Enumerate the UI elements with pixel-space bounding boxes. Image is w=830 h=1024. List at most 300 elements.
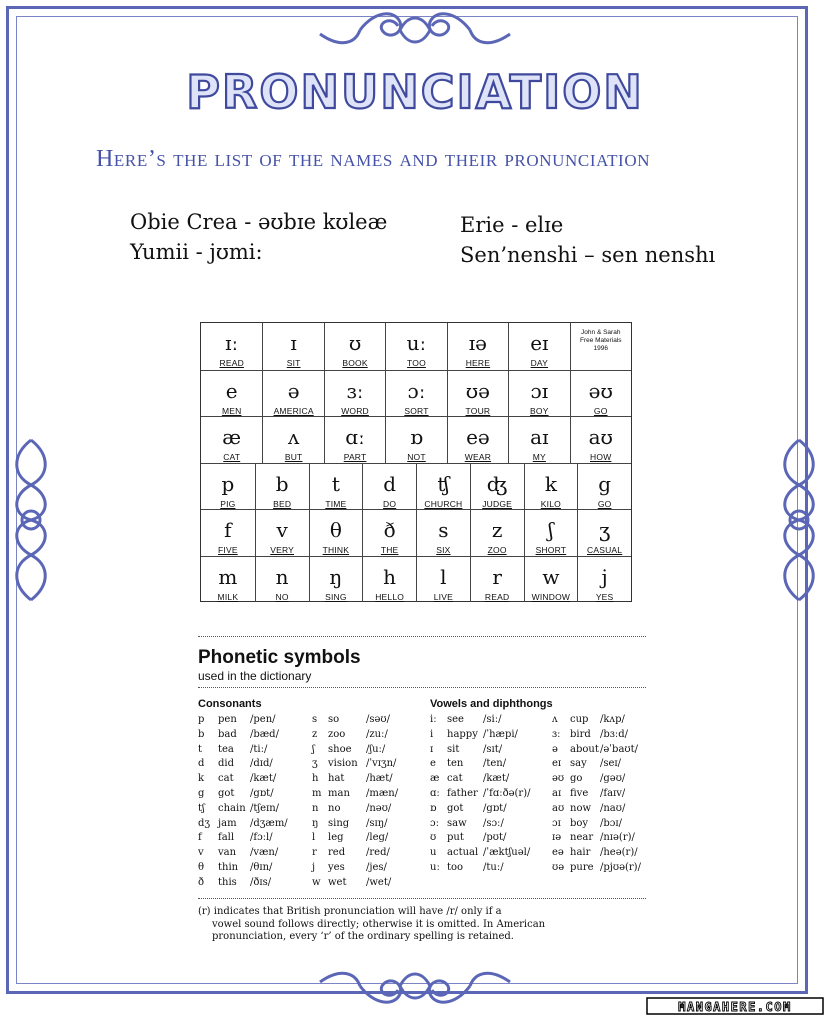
ipa-chart-cell: [201, 557, 255, 603]
transcription: /fɔːl/: [250, 832, 273, 844]
ipa-example-word: NOT: [407, 452, 426, 462]
example-word: pen: [218, 714, 237, 725]
ipa-symbol: h: [383, 564, 397, 589]
phonetic-symbol: ɪ: [430, 743, 434, 755]
watermark-text: MANGAHERE.COM: [678, 1000, 792, 1014]
phonetic-symbol: j: [312, 861, 316, 873]
phonetic-entry: [312, 862, 422, 877]
example-word: van: [218, 847, 237, 859]
phonetic-symbol: z: [312, 728, 318, 740]
name-yumii: Yumii - jʊmi:: [130, 240, 263, 264]
ipa-symbol: ʊə: [465, 378, 491, 403]
example-word: man: [328, 787, 350, 799]
example-word: now: [570, 802, 592, 814]
transcription: /tuː/: [483, 861, 504, 873]
phonetic-entry: [198, 818, 308, 833]
phonetic-symbol: ə: [552, 743, 558, 755]
example-word: got: [218, 787, 235, 799]
credit-line: 1996: [593, 345, 608, 352]
example-word: father: [447, 787, 478, 799]
phonetic-entry: [430, 862, 548, 877]
ipa-chart-cell: [262, 323, 323, 370]
ipa-symbol: f: [224, 518, 232, 542]
phonetic-entry: [312, 847, 422, 862]
ipa-chart-cell: [255, 557, 309, 603]
example-word: cat: [447, 773, 463, 785]
ipa-chart-cell: [362, 464, 416, 510]
ipa-example-word: PART: [343, 452, 367, 462]
phonetic-symbol: k: [198, 773, 205, 785]
ipa-symbol: ʤ: [486, 471, 508, 496]
ipa-chart-cell: [524, 510, 578, 556]
phonetic-entry: [430, 758, 548, 773]
note-line: pronunciation, every ‘r’ of the ordinary spelling is retained.: [212, 931, 514, 942]
ipa-example-word: JUDGE: [482, 498, 513, 509]
dotted-divider: [198, 898, 646, 899]
ipa-symbol: z: [491, 518, 503, 542]
ipa-example-word: CHURCH: [424, 498, 463, 509]
ipa-example-word: HOW: [590, 452, 612, 462]
example-word: hat: [328, 773, 345, 785]
phonetic-entry: [552, 714, 652, 729]
phonetic-entry: [198, 744, 308, 759]
phonetic-symbol: eə: [552, 847, 564, 859]
transcription: /kʌp/: [600, 714, 625, 725]
ipa-chart-cell: [416, 510, 470, 556]
example-word: about: [570, 743, 599, 755]
transcription: /red/: [366, 847, 390, 859]
transcription: /səʊ/: [366, 714, 390, 725]
ipa-symbol: d: [383, 471, 397, 496]
ipa-symbol: g: [598, 471, 612, 496]
example-word: shoe: [328, 743, 352, 755]
phonetic-symbol: ɒ: [430, 802, 437, 814]
transcription: /ten/: [483, 758, 507, 770]
phonetic-entry: [312, 803, 422, 818]
ipa-chart-credit: [570, 323, 631, 370]
ipa-symbol: l: [440, 564, 447, 589]
ipa-example-word: KILO: [540, 498, 561, 509]
ipa-example-word: TOO: [407, 358, 426, 368]
ipa-chart-cell: [470, 510, 524, 556]
vowels-list-2: [552, 714, 652, 877]
phonetic-symbol: θ: [198, 861, 205, 873]
phonetic-entry: [430, 729, 548, 744]
ipa-example-word: TOUR: [465, 405, 491, 416]
ipa-symbol: ʌ: [287, 425, 300, 449]
phonetic-symbol: p: [198, 714, 205, 725]
phonetic-symbol: e: [430, 758, 436, 770]
ipa-symbol: əʊ: [588, 378, 613, 403]
phonetic-entry: [198, 729, 308, 744]
phonetic-symbol: n: [312, 802, 319, 814]
right-scroll-ornament-icon: [772, 430, 826, 610]
phonetic-symbol: aʊ: [552, 802, 565, 814]
credit-line: John & Sarah: [581, 329, 621, 336]
ipa-chart-cell: [570, 417, 631, 463]
transcription: /wet/: [366, 876, 392, 888]
ipa-example-word: MEN: [221, 405, 242, 416]
example-word: go: [570, 773, 583, 785]
transcription: /dʒæm/: [250, 817, 288, 829]
ipa-symbol: e: [225, 378, 238, 403]
ipa-chart-cell: [201, 510, 255, 556]
credit-line: Free Materials: [579, 337, 622, 344]
ipa-chart-cell: [385, 371, 446, 417]
transcription: /sɪt/: [483, 743, 503, 755]
phonetic-symbol: ɔː: [430, 817, 439, 829]
example-word: leg: [328, 832, 344, 844]
example-word: so: [328, 714, 340, 725]
phonetic-symbol: əʊ: [552, 773, 565, 785]
consonants-header: Consonants: [198, 698, 262, 710]
phonetic-symbol: g: [198, 787, 205, 799]
example-word: vision: [328, 758, 358, 770]
phonetic-symbols-subheading: used in the dictionary: [198, 669, 312, 683]
phonetic-symbol: f: [198, 832, 202, 844]
ipa-symbol: ð: [383, 518, 396, 542]
ipa-example-word: BOOK: [342, 358, 368, 368]
transcription: /tʃeɪn/: [250, 802, 280, 814]
ipa-symbol: ŋ: [329, 564, 343, 589]
phonetic-symbol: ʌ: [552, 714, 558, 725]
ipa-chart-cell: [201, 417, 262, 463]
subtitle: Here’s the list of the names and their pronunciation: [96, 146, 651, 172]
ipa-example-word: MY: [532, 452, 546, 462]
ipa-example-word: SIX: [436, 545, 451, 555]
phonetic-symbol: uː: [430, 861, 440, 873]
transcription: /nɪə(r)/: [600, 832, 635, 844]
transcription: /zuː/: [366, 728, 388, 740]
example-word: cat: [218, 773, 234, 785]
ipa-symbol: ɜː: [346, 378, 364, 403]
phonetic-entry: [552, 847, 652, 862]
ipa-example-word: SHORT: [535, 545, 567, 555]
example-word: jam: [218, 817, 237, 829]
transcription: /siː/: [483, 714, 502, 725]
ipa-example-word: BOY: [530, 405, 549, 416]
ipa-symbol: ɔɪ: [530, 378, 549, 403]
ipa-symbol: m: [218, 564, 238, 589]
phonetic-symbol: ʃ: [312, 743, 315, 755]
ipa-chart-cell: [385, 323, 446, 370]
ipa-symbol: ɔː: [407, 378, 426, 403]
example-word: tea: [218, 743, 234, 755]
phonetic-entry: [430, 773, 548, 788]
top-scroll-ornament-icon: [300, 4, 530, 56]
ipa-symbol: æ: [222, 425, 242, 449]
phonetic-symbol: tʃ: [198, 802, 205, 814]
ipa-example-word: READ: [219, 358, 244, 368]
page-title-text: PRONUNCIATION: [186, 65, 644, 119]
phonetic-symbol: aɪ: [552, 787, 562, 799]
ipa-example-word: YES: [595, 591, 614, 602]
ipa-symbol: eɪ: [530, 331, 549, 355]
transcription: /pjʊə(r)/: [600, 861, 641, 873]
ipa-symbol: b: [275, 471, 289, 496]
example-word: see: [447, 714, 464, 725]
phonetic-entry: [198, 773, 308, 788]
consonants-list-2: [312, 714, 422, 892]
ipa-example-word: DO: [383, 498, 397, 509]
ipa-symbol: ə: [287, 378, 300, 403]
example-word: bad: [218, 728, 237, 740]
transcription: /nəʊ/: [366, 802, 392, 814]
phonetic-symbol: d: [198, 758, 205, 770]
phonetic-entry: [552, 818, 652, 833]
ipa-chart-cell: [577, 557, 631, 603]
transcription: /mæn/: [366, 787, 399, 799]
phonetic-entry: [552, 862, 652, 877]
example-word: ten: [447, 758, 464, 770]
transcription: /ˈæktʃuəl/: [483, 847, 531, 859]
phonetic-symbol: iː: [430, 714, 437, 725]
name-sennenshi: Sen’nenshi – sen nenshı: [460, 243, 716, 267]
phonetic-entry: [198, 714, 308, 729]
phonetic-entry: [198, 758, 308, 773]
phonetic-symbol: ʊə: [552, 861, 565, 873]
phonetic-entry: [312, 877, 422, 892]
ipa-example-word: AMERICA: [273, 405, 314, 416]
ipa-symbol: ɪː: [225, 331, 239, 355]
ipa-example-word: ZOO: [487, 545, 507, 555]
ipa-example-word: THINK: [322, 545, 350, 555]
ipa-example-word: DAY: [530, 358, 549, 368]
ipa-chart-cell: [262, 371, 323, 417]
ipa-symbol: eə: [466, 425, 490, 449]
ipa-symbol: ʧ: [437, 471, 450, 496]
ipa-chart-cell: [508, 417, 569, 463]
ipa-symbol: ʒ: [598, 518, 611, 542]
phonetic-symbol: ɪə: [552, 832, 562, 844]
transcription: /pʊt/: [483, 832, 507, 844]
example-word: this: [218, 876, 237, 888]
ipa-example-word: GO: [593, 405, 608, 416]
phonetic-entry: [552, 758, 652, 773]
ipa-chart-cell: [309, 464, 363, 510]
transcription: /naʊ/: [600, 802, 626, 814]
ipa-symbol: aɪ: [530, 425, 549, 449]
phonetic-entry: [552, 803, 652, 818]
ipa-symbol: p: [221, 471, 235, 496]
ipa-example-word: SIT: [286, 358, 301, 368]
ipa-example-word: SORT: [404, 405, 429, 416]
phonetic-entry: [552, 729, 652, 744]
phonetic-symbol: ŋ: [312, 817, 319, 829]
phonetic-symbol: b: [198, 728, 205, 740]
transcription: /sɔː/: [483, 817, 504, 829]
ipa-chart-cell: [470, 464, 524, 510]
ipa-example-word: READ: [484, 591, 510, 602]
transcription: /gɒt/: [483, 802, 507, 814]
transcription: /ʃuː/: [366, 743, 386, 755]
transcription: /jes/: [366, 861, 387, 873]
transcription: /θɪn/: [250, 861, 273, 873]
ipa-chart-cell: [309, 557, 363, 603]
transcription: /ˈhæpi/: [483, 728, 518, 740]
example-word: too: [447, 861, 464, 873]
ipa-chart-cell: [416, 464, 470, 510]
ipa-example-word: CAT: [223, 452, 241, 462]
transcription: /faɪv/: [600, 787, 626, 799]
phonetic-symbols-heading: Phonetic symbols: [198, 647, 361, 668]
ipa-chart-cell: [470, 557, 524, 603]
ipa-example-word: MILK: [217, 591, 239, 602]
ipa-symbol: ɪə: [468, 331, 488, 355]
phonetic-entry: [312, 758, 422, 773]
phonetic-entry: [552, 744, 652, 759]
ipa-chart-cell: [201, 323, 262, 370]
note-line: vowel sound follows directly; otherwise it is omitted. In American: [212, 918, 546, 930]
ipa-example-word: PIG: [220, 498, 236, 509]
example-word: bird: [570, 728, 591, 740]
ipa-chart-cell: [201, 371, 262, 417]
consonants-list-1: [198, 714, 308, 892]
example-word: sit: [447, 743, 460, 755]
ipa-symbol: ɪ: [290, 331, 297, 355]
ipa-chart-cell: [447, 323, 508, 370]
phonetic-symbol: w: [312, 876, 321, 888]
ipa-chart-row: [201, 509, 631, 556]
transcription: /hæt/: [366, 773, 393, 785]
ipa-example-word: TIME: [325, 498, 347, 509]
phonetic-symbol: ʊ: [430, 832, 437, 844]
phonetic-symbols-section: [198, 636, 646, 956]
ipa-chart-cell: [309, 510, 363, 556]
left-scroll-ornament-icon: [4, 430, 58, 610]
example-word: zoo: [328, 728, 346, 740]
ipa-symbol: ʃ: [548, 518, 554, 542]
phonetic-entry: [430, 818, 548, 833]
vowels-list-1: [430, 714, 548, 877]
phonetic-entry: [312, 773, 422, 788]
ipa-chart-row: [201, 370, 631, 417]
phonetic-symbol: l: [312, 832, 316, 844]
ipa-chart-row: [201, 323, 631, 370]
example-word: five: [570, 787, 589, 799]
phonetic-symbol: r: [312, 847, 317, 859]
name-erie: Erie - elɪe: [460, 213, 564, 237]
phonetic-entry: [198, 877, 308, 892]
ipa-example-word: NO: [275, 591, 289, 602]
example-word: red: [328, 847, 346, 859]
phonetic-entry: [312, 714, 422, 729]
ipa-chart-cell: [524, 557, 578, 603]
ipa-example-word: WEAR: [464, 452, 492, 462]
ipa-chart-cell: [362, 510, 416, 556]
ipa-symbol: uː: [406, 331, 427, 355]
ipa-example-word: CASUAL: [587, 545, 623, 555]
ipa-example-word: BED: [273, 498, 292, 509]
phonetic-entry: [198, 847, 308, 862]
r-pronunciation-note: [198, 906, 646, 944]
ipa-symbol: ɑː: [345, 425, 365, 449]
ipa-symbol: s: [438, 518, 449, 542]
phonetic-entry: [430, 847, 548, 862]
ipa-example-word: WINDOW: [531, 591, 571, 602]
transcription: /kæt/: [250, 773, 277, 785]
ipa-example-word: BUT: [284, 452, 303, 462]
phonetic-symbol: h: [312, 773, 319, 785]
example-word: thin: [218, 861, 239, 873]
ipa-symbol: aʊ: [588, 425, 613, 449]
transcription: /ˈfɑːðə(r)/: [483, 787, 531, 799]
transcription: /ˈvɪʒn/: [366, 758, 397, 770]
mangahere-watermark-logo: [646, 996, 824, 1016]
phonetic-entry: [198, 803, 308, 818]
ipa-chart-cell: [255, 510, 309, 556]
ipa-symbol: ʊ: [348, 331, 362, 355]
ipa-symbol: n: [275, 564, 289, 589]
transcription: /tiː/: [250, 743, 268, 755]
ipa-chart-cell: [577, 464, 631, 510]
transcription: /əˈbaʊt/: [600, 743, 638, 755]
example-word: boy: [570, 817, 589, 829]
note-line: (r) indicates that British pronunciation will have /r/ only if a: [198, 906, 502, 917]
example-word: wet: [328, 876, 347, 888]
ipa-example-word: HERE: [465, 358, 491, 368]
ipa-example-word: WORD: [341, 405, 369, 416]
example-word: near: [570, 832, 594, 844]
example-word: saw: [447, 817, 467, 829]
example-word: put: [447, 832, 464, 844]
phonetic-symbol: v: [198, 847, 204, 859]
phonetic-symbol: ʒ: [312, 758, 318, 770]
example-word: hair: [570, 847, 591, 859]
ipa-chart-cell: [385, 417, 446, 463]
phonetic-entry: [312, 832, 422, 847]
ipa-example-word: FIVE: [218, 545, 238, 555]
transcription: /heə(r)/: [600, 847, 638, 859]
ipa-chart-cell: [508, 371, 569, 417]
transcription: /bɔɪ/: [600, 817, 622, 829]
ipa-chart-cell: [324, 371, 385, 417]
phonetic-entry: [198, 788, 308, 803]
page-title: [180, 62, 650, 122]
transcription: /bɜːd/: [600, 728, 628, 740]
phonetic-symbol: ð: [198, 876, 205, 888]
ipa-symbol: θ: [329, 518, 342, 542]
ipa-symbol: k: [544, 471, 557, 496]
phonetic-symbol: u: [430, 847, 437, 859]
ipa-example-word: THE: [380, 545, 399, 555]
transcription: /seɪ/: [600, 758, 621, 770]
phonetic-entry: [312, 818, 422, 833]
credit-text: [571, 323, 631, 353]
ipa-example-word: SING: [325, 591, 347, 602]
phonetic-symbol: i: [430, 728, 434, 740]
phonetic-symbol: ɔɪ: [552, 817, 561, 829]
ipa-chart-cell: [262, 417, 323, 463]
phonetic-symbol: æ: [430, 773, 440, 785]
ipa-example-word: GO: [597, 498, 612, 509]
phonetic-entry: [552, 773, 652, 788]
ipa-symbol: r: [492, 564, 502, 589]
phonetic-entry: [312, 744, 422, 759]
phonetic-symbol: m: [312, 787, 322, 799]
ipa-chart-cell: [416, 557, 470, 603]
phonetic-entry: [430, 832, 548, 847]
ipa-example-word: HELLO: [375, 591, 405, 602]
ipa-chart: [200, 322, 632, 602]
phonetic-entry: [430, 803, 548, 818]
phonetic-symbol: ɑː: [430, 787, 440, 799]
ipa-symbol: j: [601, 564, 608, 589]
ipa-symbol: w: [542, 564, 560, 589]
transcription: /kæt/: [483, 773, 510, 785]
phonetic-entry: [198, 862, 308, 877]
phonetic-symbol: dʒ: [198, 817, 211, 829]
